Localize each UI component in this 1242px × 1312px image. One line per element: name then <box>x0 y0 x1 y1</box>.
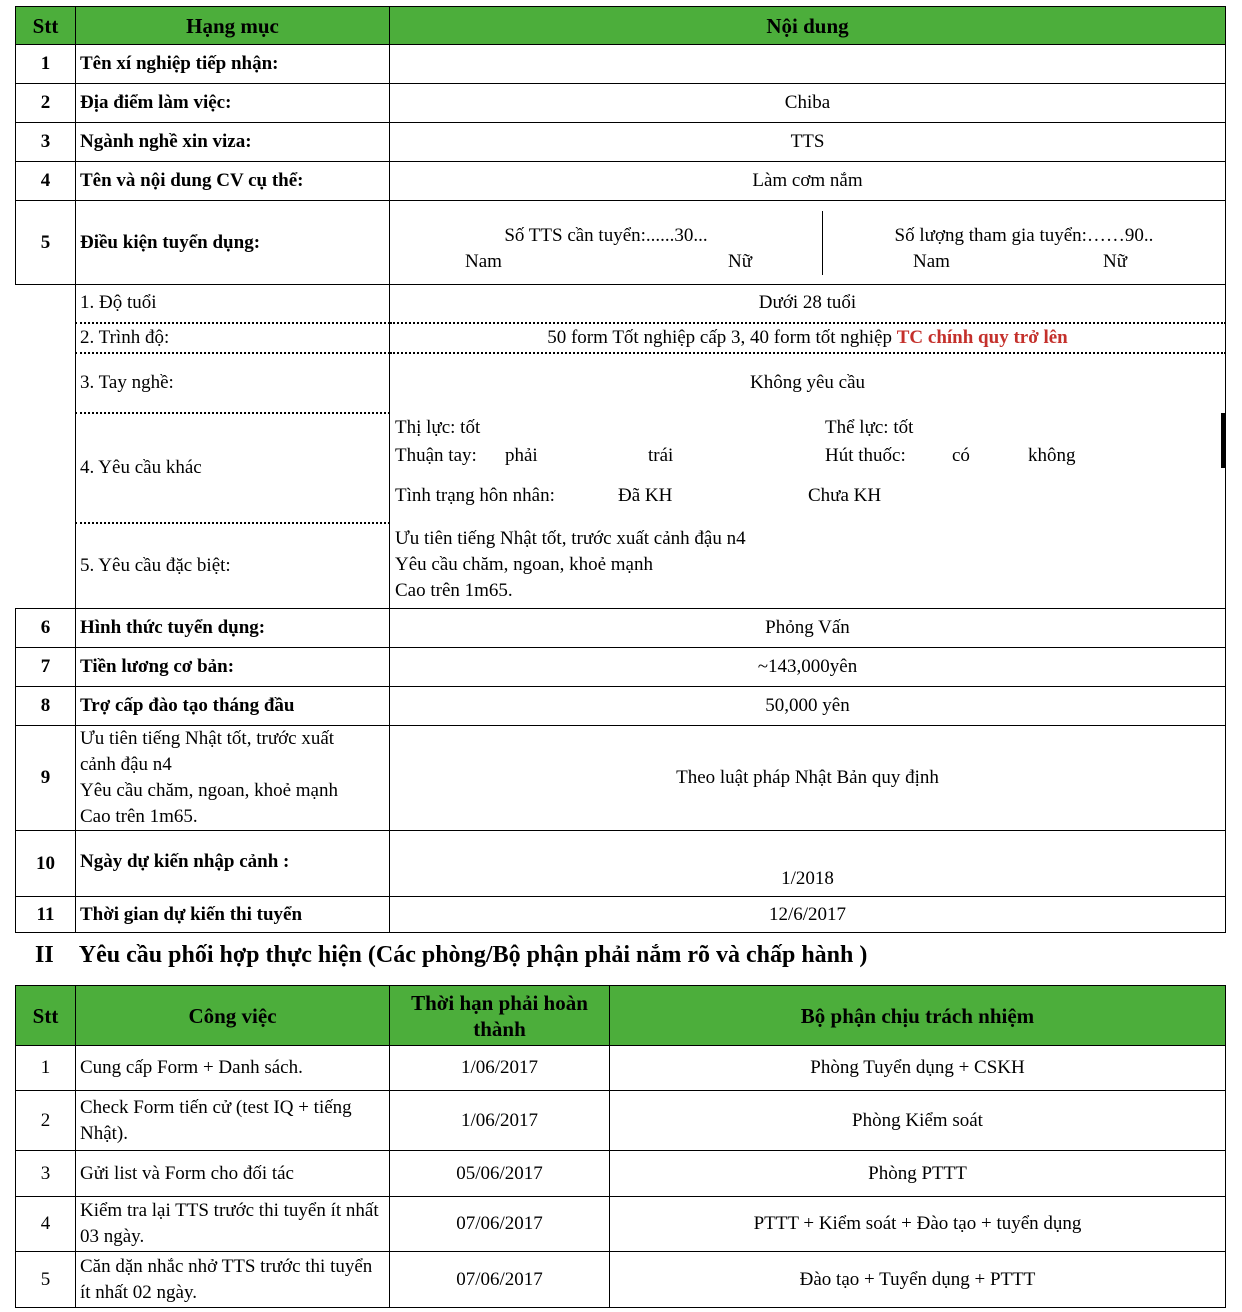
table-row: 4 Kiểm tra lại TTS trước thi tuyển ít nhất 03 ngày. 07/06/2017 PTTT + Kiểm soát + Đào tạo + tuyển dụng <box>16 1197 1226 1252</box>
task-cell: Check Form tiến cử (test IQ + tiếng Nhật). <box>76 1091 390 1151</box>
table-row: 1 Cung cấp Form + Danh sách. 1/06/2017 Phòng Tuyển dụng + CSKH <box>16 1046 1226 1091</box>
row-value: Làm cơm nắm <box>390 162 1226 201</box>
row-value: 50,000 yên <box>390 687 1226 726</box>
row-value: 12/6/2017 <box>390 897 1226 933</box>
row-label: Ngày dự kiến nhập cảnh : <box>76 831 390 897</box>
special-requirements: Ưu tiên tiếng Nhật tốt, trước xuất cảnh đậu n4 Yêu cầu chăm, ngoan, khoẻ mạnh Cao trên 1m65. <box>390 523 1226 609</box>
table-row: 1 Tên xí nghiệp tiếp nhận: <box>16 45 1226 84</box>
participant-count-cell: Số lượng tham gia tuyển:……90.. Nam Nữ <box>823 211 1225 275</box>
table-row: 5 Điều kiện tuyển dụng: Số TTS cần tuyển:......30... Nam Nữ Số lượng tham gia tuyển:……90.. Nam Nữ <box>16 201 1226 285</box>
row-value: 50 form Tốt nghiệp cấp 3, 40 form tốt nghiệp TC chính quy trở lên <box>390 323 1226 353</box>
table-row: 9 Ưu tiên tiếng Nhật tốt, trước xuất cảnh đậu n4 Yêu cầu chăm, ngoan, khoẻ mạnh Cao trên 1m65. Theo luật pháp Nhật Bản quy định <box>16 726 1226 831</box>
row-value: Chiba <box>390 84 1226 123</box>
department-cell: Phòng Kiểm soát <box>610 1091 1226 1151</box>
row-value: Theo luật pháp Nhật Bản quy định <box>390 726 1226 831</box>
section-number: II <box>35 942 54 968</box>
deadline-cell: 1/06/2017 <box>390 1091 610 1151</box>
row-label: 4. Yêu cầu khác <box>76 413 390 523</box>
table-row: 8 Trợ cấp đào tạo tháng đầu 50,000 yên <box>16 687 1226 726</box>
header-stt: Stt <box>16 7 76 45</box>
row-label: Ưu tiên tiếng Nhật tốt, trước xuất cảnh đậu n4 Yêu cầu chăm, ngoan, khoẻ mạnh Cao trên 1m65. <box>76 726 390 831</box>
recruit-count-cell: Số TTS cần tuyển:......30... Nam Nữ <box>390 211 823 275</box>
task-cell: Cung cấp Form + Danh sách. <box>76 1046 390 1091</box>
male-label: Nam <box>913 250 950 272</box>
department-cell: Phòng Tuyển dụng + CSKH <box>610 1046 1226 1091</box>
row-label: 1. Độ tuổi <box>76 285 390 323</box>
row-label: Hình thức tuyển dụng: <box>76 609 390 648</box>
header-stt: Stt <box>16 986 76 1046</box>
table-row: 11 Thời gian dự kiến thi tuyển 12/6/2017 <box>16 897 1226 933</box>
deadline-cell: 07/06/2017 <box>390 1252 610 1308</box>
task-cell: Căn dặn nhắc nhở TTS trước thi tuyển ít nhất 02 ngày. <box>76 1252 390 1308</box>
row-label: Trợ cấp đào tạo tháng đầu <box>76 687 390 726</box>
row-value: Không yêu cầu <box>390 353 1226 413</box>
section-title: Yêu cầu phối hợp thực hiện (Các phòng/Bộ phận phải nắm rõ và chấp hành ) <box>78 942 868 968</box>
row-label: 5. Yêu cầu đặc biệt: <box>76 523 390 609</box>
section-heading <box>35 942 867 969</box>
other-requirements: Thị lực: tốt Thể lực: tốt Thuận tay: phải trái Hút thuốc: có không Tình trạng hôn nhân: Đã KH Chưa KH <box>390 413 1226 523</box>
male-label: Nam <box>465 250 502 272</box>
task-cell: Kiểm tra lại TTS trước thi tuyển ít nhất 03 ngày. <box>76 1197 390 1252</box>
row-value <box>390 45 1226 84</box>
task-cell: Gửi list và Form cho đối tác <box>76 1151 390 1197</box>
row-label: Tên và nội dung CV cụ thể: <box>76 162 390 201</box>
deadline-cell: 05/06/2017 <box>390 1151 610 1197</box>
table-row <box>16 523 1226 609</box>
header-department: Bộ phận chịu trách nhiệm <box>610 986 1226 1046</box>
table-row: 5 Căn dặn nhắc nhở TTS trước thi tuyển ít nhất 02 ngày. 07/06/2017 Đào tạo + Tuyển dụng + PTTT <box>16 1252 1226 1308</box>
row-label: 2. Trình độ: <box>76 323 390 353</box>
row-value: TTS <box>390 123 1226 162</box>
table-row: 7 Tiền lương cơ bản: ~143,000yên <box>16 648 1226 687</box>
table-row: 3 Gửi list và Form cho đối tác 05/06/2017 Phòng PTTT <box>16 1151 1226 1197</box>
row-value: Phỏng Vấn <box>390 609 1226 648</box>
row-value: ~143,000yên <box>390 648 1226 687</box>
table-row: 10 Ngày dự kiến nhập cảnh : 1/2018 <box>16 831 1226 897</box>
row-label: Tiền lương cơ bản: <box>76 648 390 687</box>
row-label: Điều kiện tuyển dụng: <box>76 201 390 285</box>
table-row: 2 Check Form tiến cử (test IQ + tiếng Nhật). 1/06/2017 Phòng Kiểm soát <box>16 1091 1226 1151</box>
highlight-text: TC chính quy trở lên <box>896 326 1068 348</box>
department-cell: Phòng PTTT <box>610 1151 1226 1197</box>
department-cell: Đào tạo + Tuyển dụng + PTTT <box>610 1252 1226 1308</box>
header-task: Công việc <box>76 986 390 1046</box>
row-value: 1/2018 <box>390 831 1226 897</box>
female-label: Nữ <box>1102 250 1127 272</box>
coordination-table <box>15 985 1226 1308</box>
edge-marker <box>1221 413 1226 468</box>
table-row: 2 Địa điểm làm việc: Chiba <box>16 84 1226 123</box>
deadline-cell: 07/06/2017 <box>390 1197 610 1252</box>
header-deadline: Thời hạn phải hoàn thành <box>390 986 610 1046</box>
header-content: Nội dung <box>390 7 1226 45</box>
table-row <box>16 323 1226 353</box>
row-label: 3. Tay nghề: <box>76 353 390 413</box>
table-row: 4 Tên và nội dung CV cụ thể: Làm cơm nắm <box>16 162 1226 201</box>
requirements-table <box>15 6 1226 933</box>
deadline-cell: 1/06/2017 <box>390 1046 610 1091</box>
row-label: Ngành nghề xin viza: <box>76 123 390 162</box>
row-label: Thời gian dự kiến thi tuyển <box>76 897 390 933</box>
row-value: Dưới 28 tuổi <box>390 285 1226 323</box>
table-row <box>16 353 1226 413</box>
department-cell: PTTT + Kiểm soát + Đào tạo + tuyển dụng <box>610 1197 1226 1252</box>
table-row: 3 Ngành nghề xin viza: TTS <box>16 123 1226 162</box>
header-category: Hạng mục <box>76 7 390 45</box>
table-row: 6 Hình thức tuyển dụng: Phỏng Vấn <box>16 609 1226 648</box>
table-row <box>16 285 1226 323</box>
table-row <box>16 413 1226 523</box>
row-label: Tên xí nghiệp tiếp nhận: <box>76 45 390 84</box>
row-label: Địa điểm làm việc: <box>76 84 390 123</box>
female-label: Nữ <box>727 250 752 272</box>
